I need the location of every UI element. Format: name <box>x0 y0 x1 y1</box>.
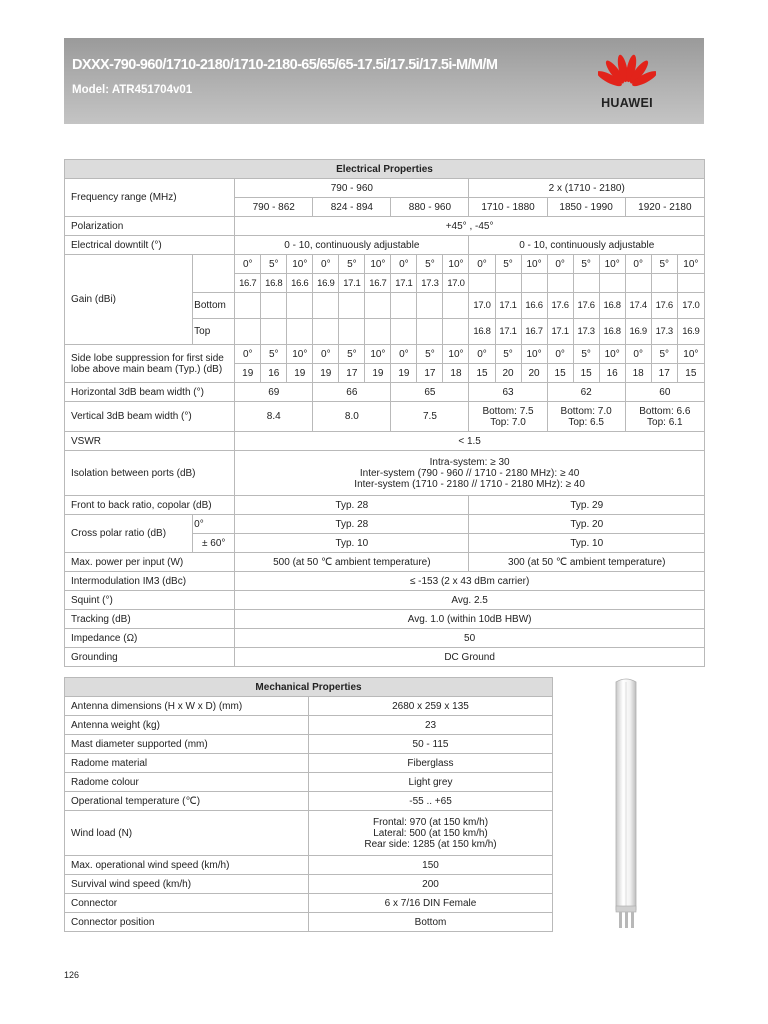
mech-value: 23 <box>309 716 553 735</box>
downtilt-high: 0 - 10, continuously adjustable <box>469 236 705 255</box>
gain-value: 16.9 <box>625 319 651 345</box>
gain-value: 16.8 <box>599 293 625 319</box>
impedance-label: Impedance (Ω) <box>65 629 235 648</box>
empty-cell <box>521 274 547 293</box>
vswr-value: < 1.5 <box>235 432 705 451</box>
isolation-value <box>235 451 705 496</box>
gain-value: 16.7 <box>521 319 547 345</box>
empty-cell <box>287 293 313 319</box>
sidelobe-tilt: 5° <box>417 345 443 364</box>
gain-value: 17.1 <box>495 319 521 345</box>
gain-value: 16.8 <box>261 274 287 293</box>
vbw-bottom: Bottom: 6.6 <box>639 405 691 417</box>
empty-cell <box>391 319 417 345</box>
empty-cell <box>651 274 677 293</box>
gain-tilt-row <box>65 255 705 274</box>
sidelobe-value: 18 <box>625 364 651 383</box>
vbw-value: 8.4 <box>235 402 313 432</box>
gain-value: 17.1 <box>547 319 573 345</box>
hbw-value: 60 <box>625 383 704 402</box>
sidelobe-tilt: 5° <box>495 345 521 364</box>
sidelobe-tilt: 10° <box>677 345 704 364</box>
gain-value: 16.6 <box>287 274 313 293</box>
gain-value: 16.6 <box>521 293 547 319</box>
sidelobe-value: 17 <box>339 364 365 383</box>
sidelobe-tilt: 10° <box>443 345 469 364</box>
mech-label: Radome colour <box>65 773 309 792</box>
tracking-label: Tracking (dB) <box>65 610 235 629</box>
empty-cell <box>287 319 313 345</box>
vbw-label: Vertical 3dB beam width (°) <box>65 402 235 432</box>
im3-label: Intermodulation IM3 (dBc) <box>65 572 235 591</box>
gain-value: 17.1 <box>391 274 417 293</box>
gain-tilt: 10° <box>365 255 391 274</box>
cross-polar-high-0: Typ. 20 <box>469 515 705 534</box>
mech-value: Bottom <box>309 913 553 932</box>
polarization-label: Polarization <box>65 217 235 236</box>
vbw-high-cell <box>469 402 547 432</box>
grounding-value: DC Ground <box>235 648 705 667</box>
gain-value: 17.1 <box>339 274 365 293</box>
mech-label: Operational temperature (℃) <box>65 792 309 811</box>
isolation-line: Inter-system (790 - 960 // 1710 - 2180 MHz): ≥ 40 <box>359 467 580 479</box>
sidelobe-tilt: 10° <box>521 345 547 364</box>
hbw-value: 62 <box>547 383 625 402</box>
mech-label: Max. operational wind speed (km/h) <box>65 856 309 875</box>
empty-cell <box>443 293 469 319</box>
huawei-petal-logo-icon <box>598 48 656 94</box>
empty-cell <box>313 293 339 319</box>
sidelobe-value: 16 <box>599 364 625 383</box>
gain-value: 17.3 <box>573 319 599 345</box>
mech-label: Connector position <box>65 913 309 932</box>
mechanical-heading: Mechanical Properties <box>65 678 553 697</box>
mech-value: 2680 x 259 x 135 <box>309 697 553 716</box>
gain-tilt: 0° <box>547 255 573 274</box>
sidelobe-tilt: 10° <box>599 345 625 364</box>
gain-tilt: 0° <box>625 255 651 274</box>
band-1850-1990: 1850 - 1990 <box>547 198 625 217</box>
mech-value: 150 <box>309 856 553 875</box>
vswr-label: VSWR <box>65 432 235 451</box>
sidelobe-value: 17 <box>417 364 443 383</box>
gain-tilt: 5° <box>417 255 443 274</box>
wind-load-line: Rear side: 1285 (at 150 km/h) <box>364 838 497 850</box>
empty-cell <box>443 319 469 345</box>
empty-cell <box>235 293 261 319</box>
gain-value: 16.9 <box>677 319 704 345</box>
gain-value: 17.4 <box>625 293 651 319</box>
sidelobe-value: 15 <box>573 364 599 383</box>
sidelobe-tilt: 0° <box>235 345 261 364</box>
empty-cell <box>469 274 495 293</box>
vbw-value: 7.5 <box>391 402 469 432</box>
max-power-high: 300 (at 50 ℃ ambient temperature) <box>469 553 705 572</box>
empty-cell <box>339 293 365 319</box>
gain-tilt: 10° <box>443 255 469 274</box>
gain-value: 17.1 <box>495 293 521 319</box>
huawei-logo <box>598 48 656 118</box>
sidelobe-value: 16 <box>261 364 287 383</box>
gain-tilt: 5° <box>495 255 521 274</box>
empty-cell <box>417 293 443 319</box>
mechanical-properties-table <box>64 677 553 932</box>
front-back-low: Typ. 28 <box>235 496 469 515</box>
sidelobe-value: 17 <box>651 364 677 383</box>
cross-polar-label: Cross polar ratio (dB) <box>65 515 193 553</box>
squint-value: Avg. 2.5 <box>235 591 705 610</box>
cross-polar-high-60: Typ. 10 <box>469 534 705 553</box>
sidelobe-value: 15 <box>547 364 573 383</box>
squint-label: Squint (°) <box>65 591 235 610</box>
gain-value: 16.8 <box>469 319 495 345</box>
vbw-high-cell <box>625 402 704 432</box>
empty-cell <box>625 274 651 293</box>
gain-blank-cell <box>193 255 235 293</box>
impedance-value: 50 <box>235 629 705 648</box>
im3-value: ≤ -153 (2 x 43 dBm carrier) <box>235 572 705 591</box>
cross-polar-low-60: Typ. 10 <box>235 534 469 553</box>
gain-value: 16.7 <box>235 274 261 293</box>
downtilt-low: 0 - 10, continuously adjustable <box>235 236 469 255</box>
isolation-label: Isolation between ports (dB) <box>65 451 235 496</box>
gain-tilt: 10° <box>287 255 313 274</box>
empty-cell <box>677 274 704 293</box>
mech-value: 50 - 115 <box>309 735 553 754</box>
front-back-high: Typ. 29 <box>469 496 705 515</box>
isolation-line: Intra-system: ≥ 30 <box>429 456 510 468</box>
sidelobe-tilt: 5° <box>261 345 287 364</box>
sidelobe-tilt: 5° <box>339 345 365 364</box>
sidelobe-tilt: 5° <box>651 345 677 364</box>
mech-label: Survival wind speed (km/h) <box>65 875 309 894</box>
sidelobe-value: 15 <box>469 364 495 383</box>
logo-wordmark: HUAWEI <box>601 96 653 110</box>
sidelobe-tilt: 0° <box>313 345 339 364</box>
cross-polar-sub-60: ± 60° <box>193 534 235 553</box>
gain-value: 17.0 <box>677 293 704 319</box>
sidelobe-value: 19 <box>287 364 313 383</box>
sidelobe-tilt: 0° <box>625 345 651 364</box>
gain-value: 17.6 <box>651 293 677 319</box>
vbw-high-cell <box>547 402 625 432</box>
wind-load-value <box>309 811 553 856</box>
empty-cell <box>547 274 573 293</box>
frequency-group-high: 2 x (1710 - 2180) <box>469 179 705 198</box>
empty-cell <box>365 293 391 319</box>
frequency-group-low: 790 - 960 <box>235 179 469 198</box>
vbw-top: Top: 7.0 <box>490 416 526 428</box>
empty-cell <box>495 274 521 293</box>
gain-value: 17.0 <box>443 274 469 293</box>
band-1920-2180: 1920 - 2180 <box>625 198 704 217</box>
empty-cell <box>365 319 391 345</box>
band-880-960: 880 - 960 <box>391 198 469 217</box>
empty-cell <box>235 319 261 345</box>
vbw-value: 8.0 <box>313 402 391 432</box>
sidelobe-value: 19 <box>391 364 417 383</box>
sidelobe-tilt: 0° <box>391 345 417 364</box>
sidelobe-value: 19 <box>313 364 339 383</box>
mech-value: 200 <box>309 875 553 894</box>
empty-cell <box>313 319 339 345</box>
mech-value: 6 x 7/16 DIN Female <box>309 894 553 913</box>
vbw-top: Top: 6.1 <box>647 416 683 428</box>
front-back-label: Front to back ratio, copolar (dB) <box>65 496 235 515</box>
hbw-value: 69 <box>235 383 313 402</box>
empty-cell <box>417 319 443 345</box>
gain-tilt: 0° <box>469 255 495 274</box>
sidelobe-value: 18 <box>443 364 469 383</box>
vbw-bottom: Bottom: 7.0 <box>560 405 612 417</box>
polarization-value: +45° , -45° <box>235 217 705 236</box>
mech-value: Light grey <box>309 773 553 792</box>
frequency-label: Frequency range (MHz) <box>65 179 235 217</box>
sidelobe-tilt: 10° <box>287 345 313 364</box>
wind-load-line: Lateral: 500 (at 150 km/h) <box>373 827 488 839</box>
sidelobe-tilt: 0° <box>547 345 573 364</box>
mech-label: Radome material <box>65 754 309 773</box>
electrical-properties-table <box>64 159 705 667</box>
gain-tilt: 10° <box>599 255 625 274</box>
gain-tilt: 10° <box>677 255 704 274</box>
mech-label: Antenna weight (kg) <box>65 716 309 735</box>
gain-tilt: 5° <box>573 255 599 274</box>
gain-value: 17.6 <box>573 293 599 319</box>
gain-tilt: 10° <box>521 255 547 274</box>
empty-cell <box>339 319 365 345</box>
gain-label: Gain (dBi) <box>65 255 193 345</box>
isolation-line: Inter-system (1710 - 2180 // 1710 - 2180 MHz): ≥ 40 <box>354 478 585 490</box>
sidelobe-tilt-row <box>65 345 705 364</box>
gain-tilt: 5° <box>339 255 365 274</box>
cross-polar-sub-0: 0° <box>193 515 235 534</box>
vbw-bottom: Bottom: 7.5 <box>482 405 534 417</box>
page-number: 126 <box>64 970 80 980</box>
model-number: Model: ATR451704v01 <box>72 84 193 96</box>
empty-cell <box>573 274 599 293</box>
hbw-value: 66 <box>313 383 391 402</box>
empty-cell <box>261 293 287 319</box>
gain-tilt: 0° <box>313 255 339 274</box>
sidelobe-value: 19 <box>365 364 391 383</box>
sidelobe-tilt: 10° <box>365 345 391 364</box>
mech-label: Connector <box>65 894 309 913</box>
sidelobe-value: 15 <box>677 364 704 383</box>
band-824-894: 824 - 894 <box>313 198 391 217</box>
sidelobe-value: 20 <box>495 364 521 383</box>
gain-value: 17.6 <box>547 293 573 319</box>
hbw-value: 63 <box>469 383 547 402</box>
gain-tilt: 0° <box>235 255 261 274</box>
gain-tilt: 0° <box>391 255 417 274</box>
gain-value: 17.0 <box>469 293 495 319</box>
cross-polar-low-0: Typ. 28 <box>235 515 469 534</box>
hbw-label: Horizontal 3dB beam width (°) <box>65 383 235 402</box>
wind-load-line: Frontal: 970 (at 150 km/h) <box>372 816 489 828</box>
gain-value: 16.8 <box>599 319 625 345</box>
gain-top-label: Top <box>193 319 235 345</box>
band-1710-1880: 1710 - 1880 <box>469 198 547 217</box>
product-title: DXXX-790-960/1710-2180/1710-2180-65/65/65-17.5i/17.5i/17.5i-M/M/M <box>72 57 498 73</box>
gain-bottom-label: Bottom <box>193 293 235 319</box>
gain-value: 17.3 <box>417 274 443 293</box>
band-790-862: 790 - 862 <box>235 198 313 217</box>
empty-cell <box>391 293 417 319</box>
gain-value: 16.7 <box>365 274 391 293</box>
hbw-value: 65 <box>391 383 469 402</box>
mech-value: -55 .. +65 <box>309 792 553 811</box>
antenna-product-image <box>604 676 648 932</box>
sidelobe-value: 20 <box>521 364 547 383</box>
empty-cell <box>599 274 625 293</box>
gain-tilt: 5° <box>261 255 287 274</box>
empty-cell <box>261 319 287 345</box>
electrical-heading: Electrical Properties <box>65 160 705 179</box>
vbw-top: Top: 6.5 <box>568 416 604 428</box>
grounding-label: Grounding <box>65 648 235 667</box>
wind-load-label: Wind load (N) <box>65 811 309 856</box>
gain-value: 16.9 <box>313 274 339 293</box>
tracking-value: Avg. 1.0 (within 10dB HBW) <box>235 610 705 629</box>
max-power-low: 500 (at 50 ℃ ambient temperature) <box>235 553 469 572</box>
sidelobe-label: Side lobe suppression for first side lobe above main beam (Typ.) (dB) <box>65 345 235 383</box>
mech-label: Mast diameter supported (mm) <box>65 735 309 754</box>
mech-value: Fiberglass <box>309 754 553 773</box>
gain-tilt: 5° <box>651 255 677 274</box>
sidelobe-tilt: 0° <box>469 345 495 364</box>
mech-label: Antenna dimensions (H x W x D) (mm) <box>65 697 309 716</box>
sidelobe-tilt: 5° <box>573 345 599 364</box>
max-power-label: Max. power per input (W) <box>65 553 235 572</box>
sidelobe-value: 19 <box>235 364 261 383</box>
antenna-illustration-icon <box>604 676 648 932</box>
gain-value: 17.3 <box>651 319 677 345</box>
downtilt-label: Electrical downtilt (°) <box>65 236 235 255</box>
